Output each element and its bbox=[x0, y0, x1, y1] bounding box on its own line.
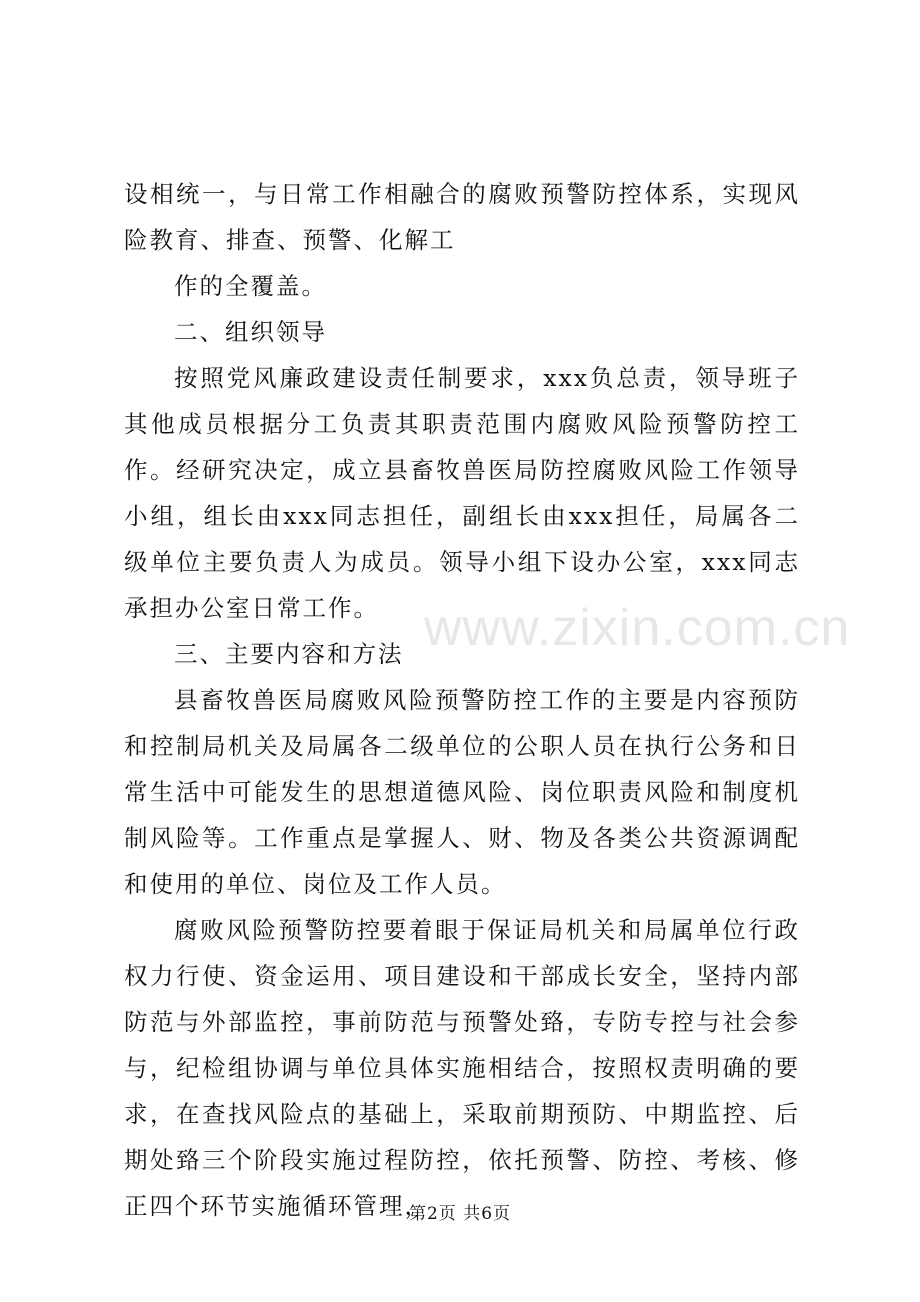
watermark: www.zixin.com.cn bbox=[424, 599, 851, 657]
page-footer: 第2页 共6页 bbox=[408, 1204, 512, 1224]
paragraph: 县畜牧兽医局腐败风险预警防控工作的主要是内容预防和控制局机关及局属各二级单位的公职人员在执行公务和日常生活中可能发生的思想道德风险、岗位职责风险和制度机制风险等。工作重点是掌握人、财、物及各类公共资源调配和使用的单位、岗位及工作人员。 bbox=[124, 686, 800, 898]
paragraph: 按照党风廉政建设责任制要求，xxx负总责，领导班子其他成员根据分工负责其职责范围内腐败风险预警防控工作。经研究决定，成立县畜牧兽医局防控腐败风险工作领导小组，组长由xxx同志担任，副组长由xxx担任，局属各二级单位主要负责人为成员。领导小组下设办公室，xxx同志承担办公室日常工作。 bbox=[124, 364, 800, 622]
paragraph: 作的全覆盖。 bbox=[174, 272, 327, 300]
document-body bbox=[124, 171, 800, 1229]
paragraph-continuation: 设相统一，与日常工作相融合的腐败预警防控体系，实现风险教育、排查、预警、化解工 bbox=[124, 180, 800, 254]
section-heading-content-methods: 三、主要内容和方法 bbox=[174, 640, 404, 668]
section-heading-organization: 二、组织领导 bbox=[174, 318, 327, 346]
paragraph: 腐败风险预警防控要着眼于保证局机关和局属单位行政权力行使、资金运用、项目建设和干部成长安全，坚持内部防范与外部监控，事前防范与预警处臵，专防专控与社会参与，纪检组协调与单位具体实施相结合，按照权责明确的要求，在查找风险点的基础上，采取前期预防、中期监控、后期处臵三个阶段实施过程防控，依托预警、防控、考核、修正四个环节实施循环管理， bbox=[124, 916, 800, 1220]
